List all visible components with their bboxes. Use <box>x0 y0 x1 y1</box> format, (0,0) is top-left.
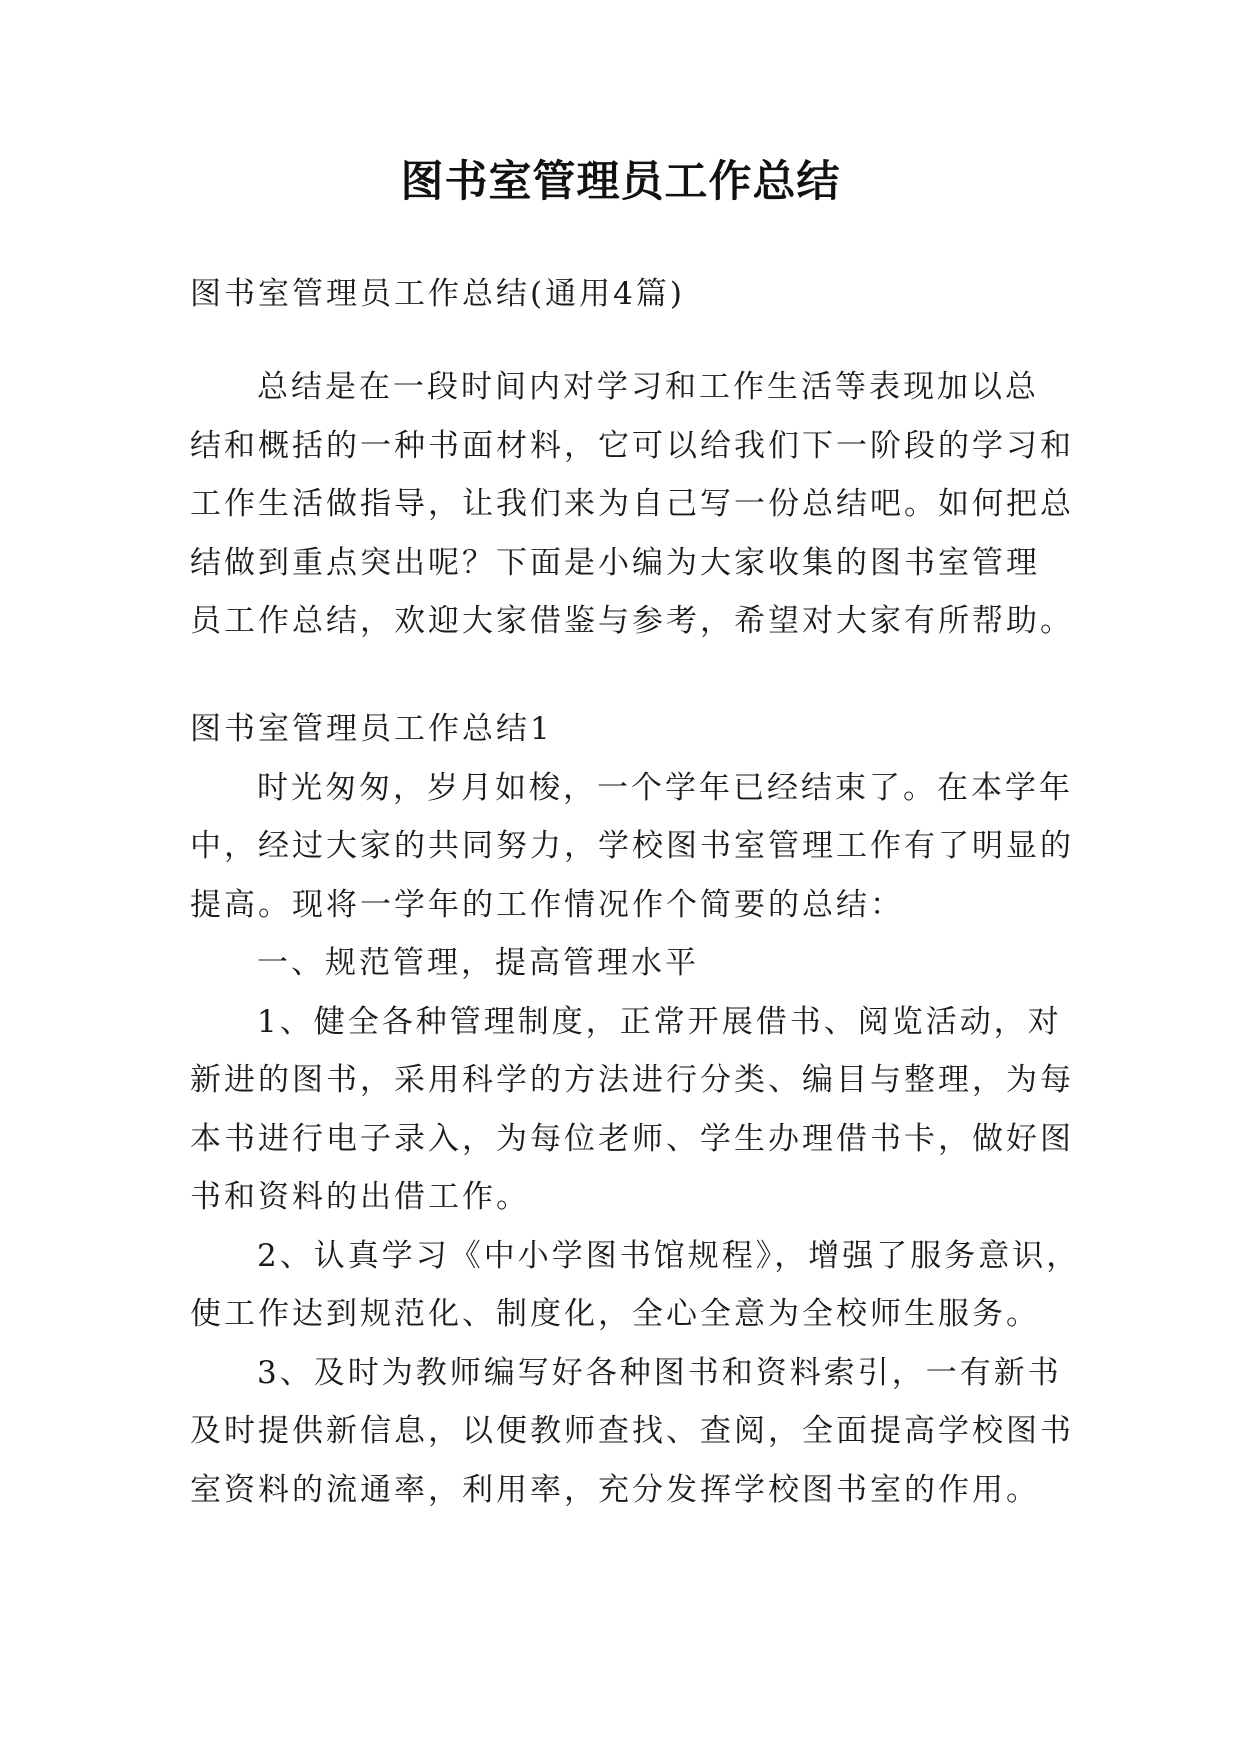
section-1 <box>190 700 1081 1519</box>
document-subtitle <box>190 265 1065 324</box>
paragraph-line: 室资料的流通率，利用率，充分发挥学校图书室的作用。 <box>190 1471 1040 1508</box>
intro-paragraph <box>190 358 1074 651</box>
paragraph-line: 使工作达到规范化、制度化，全心全意为全校师生服务。 <box>190 1296 1040 1332</box>
paragraph-line: 1、健全各种管理制度，正常开展借书、阅览活动，对 <box>257 1003 1062 1040</box>
intro-line: 工作生活做指导，让我们来为自己写一份总结吧。如何把总 <box>190 486 1074 522</box>
paragraph-line: 及时提供新信息，以便教师查找、查阅，全面提高学校图书 <box>190 1413 1074 1449</box>
intro-line: 总结是在一段时间内对学习和工作生活等表现加以总 <box>257 369 1039 405</box>
paragraph-line: 时光匆匆，岁月如梭，一个学年已经结束了。在本学年 <box>257 769 1073 806</box>
intro-line: 员工作总结，欢迎大家借鉴与参考，希望对大家有所帮助。 <box>190 603 1074 639</box>
subheading-line: 一、规范管理，提高管理水平 <box>257 945 699 981</box>
paragraph-line: 2、认真学习《中小学图书馆规程》，增强了服务意识， <box>257 1237 1081 1274</box>
intro-line: 结和概括的一种书面材料，它可以给我们下一阶段的学习和 <box>190 427 1074 464</box>
section-heading: 图书室管理员工作总结1 <box>190 711 553 747</box>
paragraph-line: 3、及时为教师编写好各种图书和资料索引，一有新书 <box>257 1354 1062 1391</box>
paragraph-line: 书和资料的出借工作。 <box>190 1179 530 1215</box>
subtitle-text: 图书室管理员工作总结(通用4篇) <box>190 276 685 312</box>
paragraph-line: 提高。现将一学年的工作情况作个简要的总结： <box>190 886 904 923</box>
intro-line: 结做到重点突出呢？下面是小编为大家收集的图书室管理 <box>190 544 1040 581</box>
paragraph-line: 本书进行电子录入，为每位老师、学生办理借书卡，做好图 <box>190 1120 1074 1157</box>
paragraph-line: 中，经过大家的共同努力，学校图书室管理工作有了明显的 <box>190 828 1074 864</box>
paragraph-line: 新进的图书，采用科学的方法进行分类、编目与整理，为每 <box>190 1062 1074 1098</box>
document-title: 图书室管理员工作总结 <box>400 157 841 207</box>
